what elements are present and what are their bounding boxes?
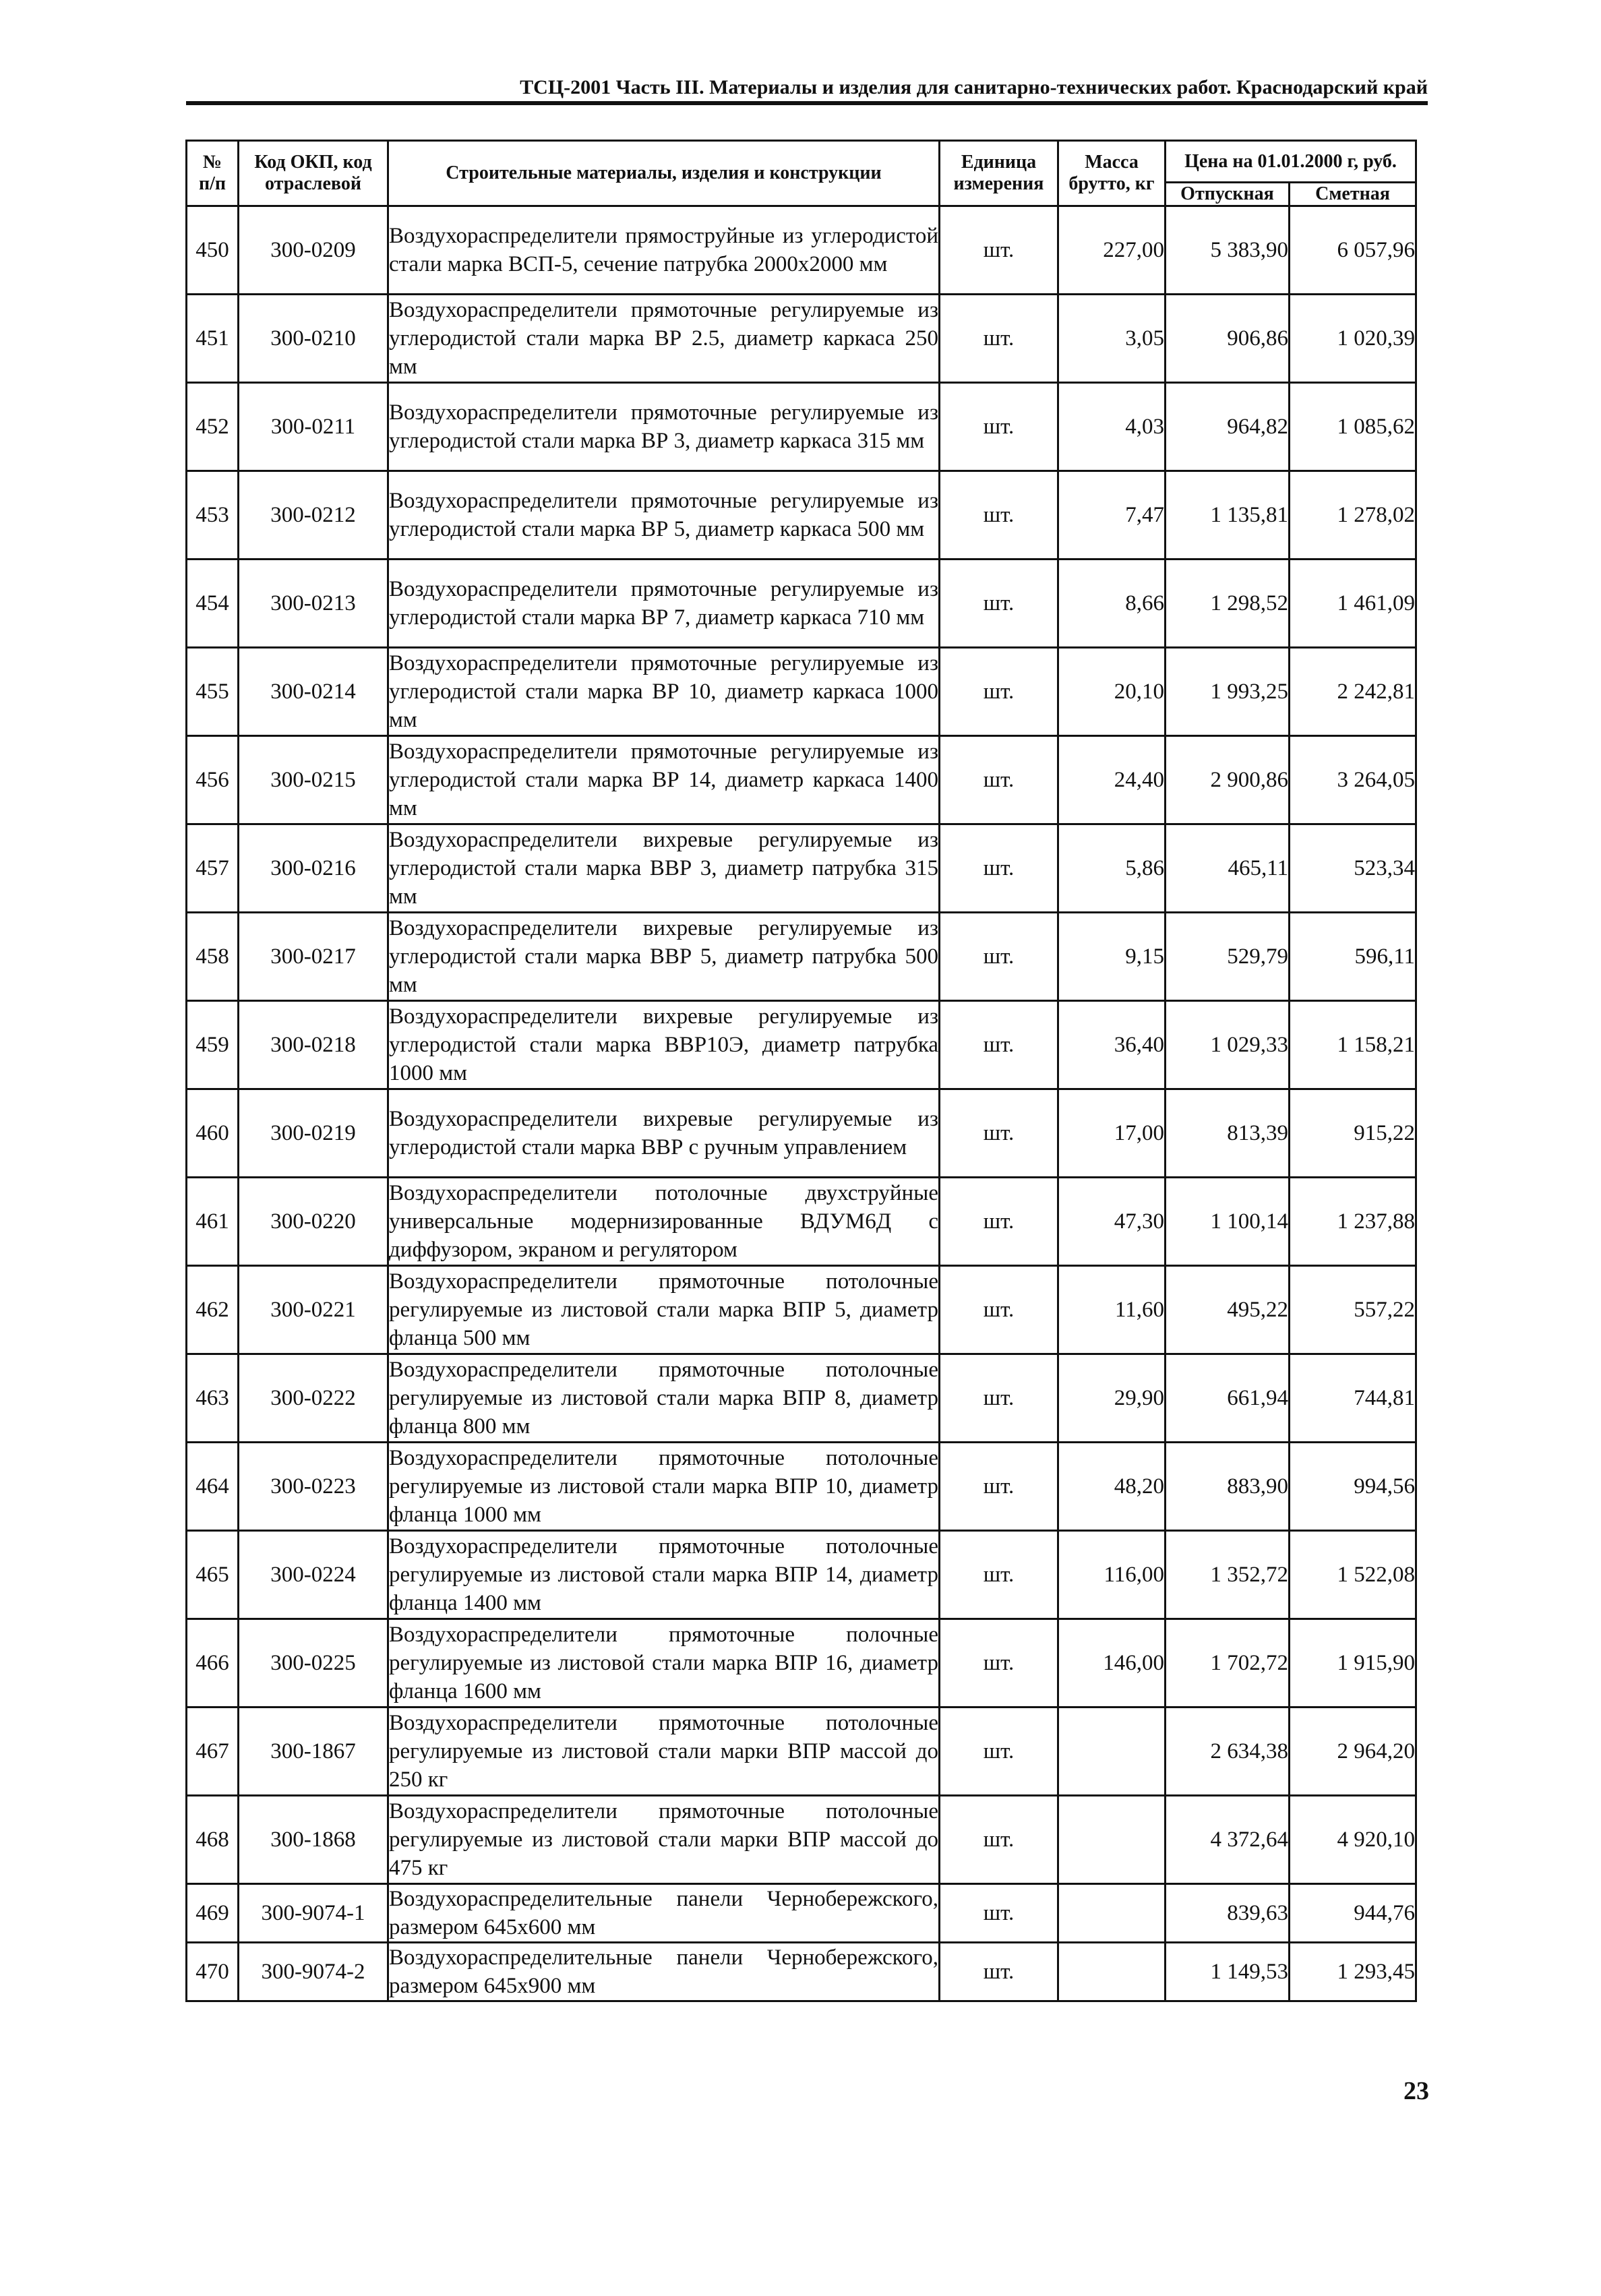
material-name-cell: Воздухораспределители прямоточные регулируемые из углеродистой стали марка ВР 14, диаметр каркаса 1400 мм	[388, 736, 940, 824]
price-estimate-cell: 1 020,39	[1290, 295, 1416, 383]
price-release-cell: 1 298,52	[1166, 560, 1290, 648]
row-number-cell: 466	[187, 1619, 239, 1708]
material-name-cell: Воздухораспределительные панели Чернобережского, размером 645х900 мм	[388, 1943, 940, 2001]
price-release-cell: 495,22	[1166, 1266, 1290, 1354]
okp-code-cell: 300-0209	[239, 206, 388, 295]
gross-mass-cell: 5,86	[1058, 824, 1166, 913]
material-name-cell: Воздухораспределители прямоточные регулируемые из углеродистой стали марка ВР 10, диаметр каркаса 1000 мм	[388, 648, 940, 736]
unit-cell: шт.	[940, 1443, 1058, 1531]
table-row	[187, 1443, 1416, 1531]
okp-code-cell: 300-0215	[239, 736, 388, 824]
material-name-cell: Воздухораспределители прямоточные потолочные регулируемые из листовой стали марка ВПР 14, диаметр фланца 1400 мм	[388, 1531, 940, 1619]
price-estimate-cell: 2 964,20	[1290, 1708, 1416, 1796]
material-name-cell: Воздухораспределители прямоточные потолочные регулируемые из листовой стали марка ВПР 5, диаметр фланца 500 мм	[388, 1266, 940, 1354]
col-header-price: Цена на 01.01.2000 г, руб.	[1166, 141, 1416, 183]
row-number-cell: 451	[187, 295, 239, 383]
unit-cell: шт.	[940, 1943, 1058, 2001]
okp-code-cell: 300-9074-1	[239, 1884, 388, 1943]
price-release-cell: 1 149,53	[1166, 1943, 1290, 2001]
gross-mass-cell: 9,15	[1058, 913, 1166, 1001]
material-name-cell: Воздухораспределители прямоточные потолочные регулируемые из листовой стали марки ВПР массой до 250 кг	[388, 1708, 940, 1796]
gross-mass-cell: 3,05	[1058, 295, 1166, 383]
row-number-cell: 456	[187, 736, 239, 824]
table-row	[187, 1178, 1416, 1266]
table-row	[187, 913, 1416, 1001]
price-table	[185, 140, 1417, 2002]
okp-code-cell: 300-0210	[239, 295, 388, 383]
price-release-cell: 1 029,33	[1166, 1001, 1290, 1089]
gross-mass-cell: 29,90	[1058, 1354, 1166, 1443]
unit-cell: шт.	[940, 1001, 1058, 1089]
material-name-cell: Воздухораспределители прямоточные регулируемые из углеродистой стали марка ВР 7, диаметр каркаса 710 мм	[388, 560, 940, 648]
unit-cell: шт.	[940, 1089, 1058, 1178]
price-estimate-cell: 1 522,08	[1290, 1531, 1416, 1619]
gross-mass-cell	[1058, 1708, 1166, 1796]
row-number-cell: 460	[187, 1089, 239, 1178]
row-number-cell: 464	[187, 1443, 239, 1531]
row-number-cell: 459	[187, 1001, 239, 1089]
price-estimate-cell: 1 461,09	[1290, 560, 1416, 648]
unit-cell: шт.	[940, 471, 1058, 560]
material-name-cell: Воздухораспределители прямоточные регулируемые из углеродистой стали марка ВР 5, диаметр каркаса 500 мм	[388, 471, 940, 560]
col-header-mass: Масса брутто, кг	[1058, 141, 1166, 206]
table-row	[187, 1708, 1416, 1796]
okp-code-cell: 300-0211	[239, 383, 388, 471]
material-name-cell: Воздухораспределители прямоточные потолочные регулируемые из листовой стали марки ВПР массой до 475 кг	[388, 1796, 940, 1884]
unit-cell: шт.	[940, 1266, 1058, 1354]
unit-cell: шт.	[940, 1354, 1058, 1443]
okp-code-cell: 300-0220	[239, 1178, 388, 1266]
row-number-cell: 467	[187, 1708, 239, 1796]
gross-mass-cell: 227,00	[1058, 206, 1166, 295]
material-name-cell: Воздухораспределители вихревые регулируемые из углеродистой стали марка ВВР с ручным управлением	[388, 1089, 940, 1178]
price-estimate-cell: 944,76	[1290, 1884, 1416, 1943]
row-number-cell: 458	[187, 913, 239, 1001]
unit-cell: шт.	[940, 913, 1058, 1001]
okp-code-cell: 300-9074-2	[239, 1943, 388, 2001]
table-row	[187, 1266, 1416, 1354]
okp-code-cell: 300-1868	[239, 1796, 388, 1884]
row-number-cell: 457	[187, 824, 239, 913]
okp-code-cell: 300-0224	[239, 1531, 388, 1619]
table-row	[187, 560, 1416, 648]
gross-mass-cell: 4,03	[1058, 383, 1166, 471]
page-header: ТСЦ-2001 Часть III. Материалы и изделия для санитарно-технических работ. Краснодарский край	[520, 76, 1428, 98]
material-name-cell: Воздухораспределители прямоточные регулируемые из углеродистой стали марка ВР 2.5, диаметр каркаса 250 мм	[388, 295, 940, 383]
unit-cell: шт.	[940, 295, 1058, 383]
material-name-cell: Воздухораспределители прямоточные полочные регулируемые из листовой стали марка ВПР 16, диаметр фланца 1600 мм	[388, 1619, 940, 1708]
price-release-cell: 2 900,86	[1166, 736, 1290, 824]
row-number-cell: 463	[187, 1354, 239, 1443]
material-name-cell: Воздухораспределители прямоточные потолочные регулируемые из листовой стали марка ВПР 8, диаметр фланца 800 мм	[388, 1354, 940, 1443]
gross-mass-cell	[1058, 1884, 1166, 1943]
price-estimate-cell: 915,22	[1290, 1089, 1416, 1178]
okp-code-cell: 300-0225	[239, 1619, 388, 1708]
gross-mass-cell: 116,00	[1058, 1531, 1166, 1619]
row-number-cell: 455	[187, 648, 239, 736]
table-row	[187, 295, 1416, 383]
okp-code-cell: 300-0213	[239, 560, 388, 648]
row-number-cell: 468	[187, 1796, 239, 1884]
material-name-cell: Воздухораспределители вихревые регулируемые из углеродистой стали марка ВВР 5, диаметр патрубка 500 мм	[388, 913, 940, 1001]
material-name-cell: Воздухораспределители прямоточные регулируемые из углеродистой стали марка ВР 3, диаметр каркаса 315 мм	[388, 383, 940, 471]
gross-mass-cell	[1058, 1796, 1166, 1884]
col-header-price-release: Отпускная	[1166, 183, 1290, 206]
price-estimate-cell: 1 085,62	[1290, 383, 1416, 471]
table-row	[187, 824, 1416, 913]
row-number-cell: 461	[187, 1178, 239, 1266]
row-number-cell: 469	[187, 1884, 239, 1943]
table-body	[187, 206, 1416, 2001]
okp-code-cell: 300-0212	[239, 471, 388, 560]
unit-cell: шт.	[940, 1178, 1058, 1266]
gross-mass-cell: 146,00	[1058, 1619, 1166, 1708]
okp-code-cell: 300-0222	[239, 1354, 388, 1443]
header-rule	[186, 101, 1428, 105]
price-release-cell: 465,11	[1166, 824, 1290, 913]
price-estimate-cell: 3 264,05	[1290, 736, 1416, 824]
okp-code-cell: 300-0219	[239, 1089, 388, 1178]
material-name-cell: Воздухораспределители потолочные двухструйные универсальные модернизированные ВДУМ6Д с диффузором, экраном и регулятором	[388, 1178, 940, 1266]
unit-cell: шт.	[940, 1619, 1058, 1708]
col-header-num: № п/п	[187, 141, 239, 206]
unit-cell: шт.	[940, 206, 1058, 295]
price-release-cell: 813,39	[1166, 1089, 1290, 1178]
gross-mass-cell: 36,40	[1058, 1001, 1166, 1089]
price-release-cell: 839,63	[1166, 1884, 1290, 1943]
price-release-cell: 4 372,64	[1166, 1796, 1290, 1884]
okp-code-cell: 300-0218	[239, 1001, 388, 1089]
price-release-cell: 1 352,72	[1166, 1531, 1290, 1619]
unit-cell: шт.	[940, 560, 1058, 648]
gross-mass-cell: 8,66	[1058, 560, 1166, 648]
price-estimate-cell: 596,11	[1290, 913, 1416, 1001]
price-release-cell: 1 702,72	[1166, 1619, 1290, 1708]
price-release-cell: 529,79	[1166, 913, 1290, 1001]
col-header-name: Строительные материалы, изделия и конструкции	[388, 141, 940, 206]
row-number-cell: 453	[187, 471, 239, 560]
gross-mass-cell: 47,30	[1058, 1178, 1166, 1266]
price-estimate-cell: 1 237,88	[1290, 1178, 1416, 1266]
unit-cell: шт.	[940, 736, 1058, 824]
table-row	[187, 206, 1416, 295]
price-release-cell: 906,86	[1166, 295, 1290, 383]
price-release-cell: 883,90	[1166, 1443, 1290, 1531]
unit-cell: шт.	[940, 1708, 1058, 1796]
price-estimate-cell: 6 057,96	[1290, 206, 1416, 295]
price-release-cell: 661,94	[1166, 1354, 1290, 1443]
price-estimate-cell: 1 158,21	[1290, 1001, 1416, 1089]
price-estimate-cell: 1 278,02	[1290, 471, 1416, 560]
table-row	[187, 1796, 1416, 1884]
price-release-cell: 2 634,38	[1166, 1708, 1290, 1796]
price-estimate-cell: 744,81	[1290, 1354, 1416, 1443]
price-estimate-cell: 1 293,45	[1290, 1943, 1416, 2001]
price-release-cell: 5 383,90	[1166, 206, 1290, 295]
col-header-price-estimate: Сметная	[1290, 183, 1416, 206]
unit-cell: шт.	[940, 1531, 1058, 1619]
price-estimate-cell: 557,22	[1290, 1266, 1416, 1354]
table-row	[187, 1531, 1416, 1619]
row-number-cell: 465	[187, 1531, 239, 1619]
table-row	[187, 1089, 1416, 1178]
price-release-cell: 1 993,25	[1166, 648, 1290, 736]
row-number-cell: 470	[187, 1943, 239, 2001]
page-number: 23	[1403, 2077, 1429, 2105]
price-release-cell: 1 135,81	[1166, 471, 1290, 560]
price-estimate-cell: 994,56	[1290, 1443, 1416, 1531]
price-release-cell: 964,82	[1166, 383, 1290, 471]
table-row	[187, 1619, 1416, 1708]
okp-code-cell: 300-0221	[239, 1266, 388, 1354]
price-estimate-cell: 523,34	[1290, 824, 1416, 913]
col-header-code: Код ОКП, код отраслевой	[239, 141, 388, 206]
unit-cell: шт.	[940, 1796, 1058, 1884]
okp-code-cell: 300-0216	[239, 824, 388, 913]
okp-code-cell: 300-0214	[239, 648, 388, 736]
okp-code-cell: 300-0223	[239, 1443, 388, 1531]
table-row	[187, 1943, 1416, 2001]
row-number-cell: 462	[187, 1266, 239, 1354]
okp-code-cell: 300-0217	[239, 913, 388, 1001]
row-number-cell: 452	[187, 383, 239, 471]
material-name-cell: Воздухораспределители прямоточные потолочные регулируемые из листовой стали марка ВПР 10, диаметр фланца 1000 мм	[388, 1443, 940, 1531]
gross-mass-cell	[1058, 1943, 1166, 2001]
unit-cell: шт.	[940, 1884, 1058, 1943]
table-row	[187, 1884, 1416, 1943]
table-row	[187, 1354, 1416, 1443]
material-name-cell: Воздухораспределительные панели Чернобережского, размером 645х600 мм	[388, 1884, 940, 1943]
table-row	[187, 736, 1416, 824]
gross-mass-cell: 17,00	[1058, 1089, 1166, 1178]
material-name-cell: Воздухораспределители прямоструйные из углеродистой стали марка ВСП-5, сечение патрубка 2000х2000 мм	[388, 206, 940, 295]
row-number-cell: 454	[187, 560, 239, 648]
table-row	[187, 648, 1416, 736]
price-estimate-cell: 2 242,81	[1290, 648, 1416, 736]
col-header-unit: Единица измерения	[940, 141, 1058, 206]
row-number-cell: 450	[187, 206, 239, 295]
gross-mass-cell: 7,47	[1058, 471, 1166, 560]
table-row	[187, 471, 1416, 560]
price-estimate-cell: 4 920,10	[1290, 1796, 1416, 1884]
material-name-cell: Воздухораспределители вихревые регулируемые из углеродистой стали марка ВВР 3, диаметр патрубка 315 мм	[388, 824, 940, 913]
gross-mass-cell: 20,10	[1058, 648, 1166, 736]
okp-code-cell: 300-1867	[239, 1708, 388, 1796]
material-name-cell: Воздухораспределители вихревые регулируемые из углеродистой стали марка ВВР10Э, диаметр патрубка 1000 мм	[388, 1001, 940, 1089]
unit-cell: шт.	[940, 824, 1058, 913]
price-release-cell: 1 100,14	[1166, 1178, 1290, 1266]
price-estimate-cell: 1 915,90	[1290, 1619, 1416, 1708]
table-row	[187, 1001, 1416, 1089]
gross-mass-cell: 48,20	[1058, 1443, 1166, 1531]
unit-cell: шт.	[940, 383, 1058, 471]
table-row	[187, 383, 1416, 471]
gross-mass-cell: 11,60	[1058, 1266, 1166, 1354]
gross-mass-cell: 24,40	[1058, 736, 1166, 824]
unit-cell: шт.	[940, 648, 1058, 736]
